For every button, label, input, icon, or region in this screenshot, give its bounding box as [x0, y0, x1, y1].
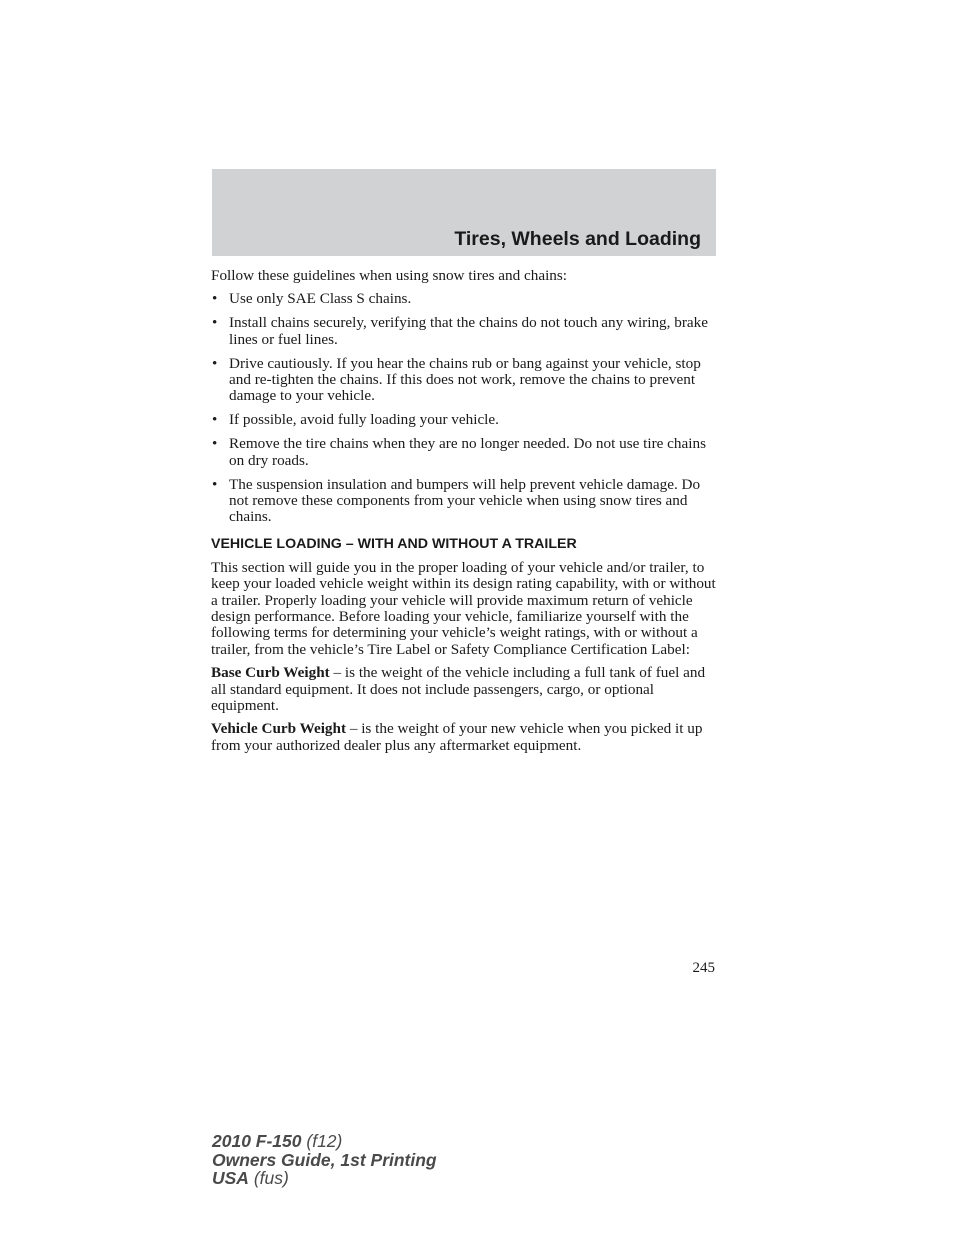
page-number: 245	[692, 960, 715, 976]
footer-region-code: (fus)	[248, 1168, 289, 1188]
definition-term: Vehicle Curb Weight	[211, 720, 347, 738]
footer-model-code: (f12)	[301, 1131, 343, 1151]
bullet-icon: •	[212, 475, 218, 493]
section-header-band	[212, 169, 716, 256]
list-item-text: Use only SAE Class S chains.	[229, 290, 412, 308]
definition-base-curb-weight	[211, 665, 717, 714]
footer-region: USA	[212, 1168, 249, 1188]
list-item-text: The suspension insulation and bumpers will help prevent vehicle damage. Do not remove these components from your vehicle when using snow tires and chains.	[229, 475, 701, 526]
definition-text: – is the weight of the vehicle including a full tank of fuel and all standard equipment. It does not include passengers, cargo, or optional equipment.	[211, 664, 706, 715]
definition-term: Base Curb Weight	[211, 664, 330, 682]
definition-vehicle-curb-weight	[211, 721, 717, 754]
list-item	[211, 477, 717, 526]
bullet-icon: •	[212, 314, 218, 332]
bullet-icon: •	[212, 290, 218, 308]
list-item	[211, 412, 717, 428]
snow-intro: Follow these guidelines when using snow tires and chains:	[211, 267, 568, 284]
list-item-text: Remove the tire chains when they are no longer needed. Do not use tire chains on dry roads.	[229, 435, 706, 469]
footer-region-line	[212, 1169, 437, 1188]
vehicle-loading-heading: VEHICLE LOADING – WITH AND WITHOUT A TRAILER	[211, 535, 577, 552]
list-item	[211, 291, 717, 307]
footer-model: 2010 F-150	[212, 1131, 302, 1151]
bullet-icon: •	[212, 354, 218, 372]
section-title: Tires, Wheels and Loading	[454, 228, 701, 250]
list-item-text: Install chains securely, verifying that the chains do not touch any wiring, brake lines or fuel lines.	[229, 314, 708, 348]
footer-guide: Owners Guide, 1st Printing	[212, 1149, 437, 1170]
definition-text: – is the weight of your new vehicle when you picked it up from your authorized dealer plus any aftermarket equipment.	[211, 720, 703, 754]
list-item	[211, 356, 717, 405]
snow-guidelines-list	[211, 291, 717, 525]
footer-guide-line	[212, 1151, 437, 1170]
list-item	[211, 436, 717, 469]
footer-model-line	[212, 1132, 437, 1151]
list-item	[211, 315, 717, 348]
list-item-text: Drive cautiously. If you hear the chains rub or bang against your vehicle, stop and re-tighten the chains. If this does not work, remove the chains to prevent damage to your vehicle.	[229, 354, 701, 405]
list-item-text: If possible, avoid fully loading your vehicle.	[229, 411, 499, 429]
page-content	[211, 268, 717, 761]
bullet-icon: •	[212, 411, 218, 429]
vehicle-loading-intro: This section will guide you in the proper loading of your vehicle and/or trailer, to keep your loaded vehicle weight within its design rating capability, with or without a trailer. Properly loading your vehicle will provide maximum return of vehicle design performance. Before loading your vehicle, familiarize yourself with the following terms for determining your vehicle’s weight ratings, with or without a trailer, from the vehicle’s Tire Label or Safety Compliance Certification Label:	[211, 558, 716, 658]
bullet-icon: •	[212, 435, 218, 453]
document-footer	[212, 1132, 437, 1188]
